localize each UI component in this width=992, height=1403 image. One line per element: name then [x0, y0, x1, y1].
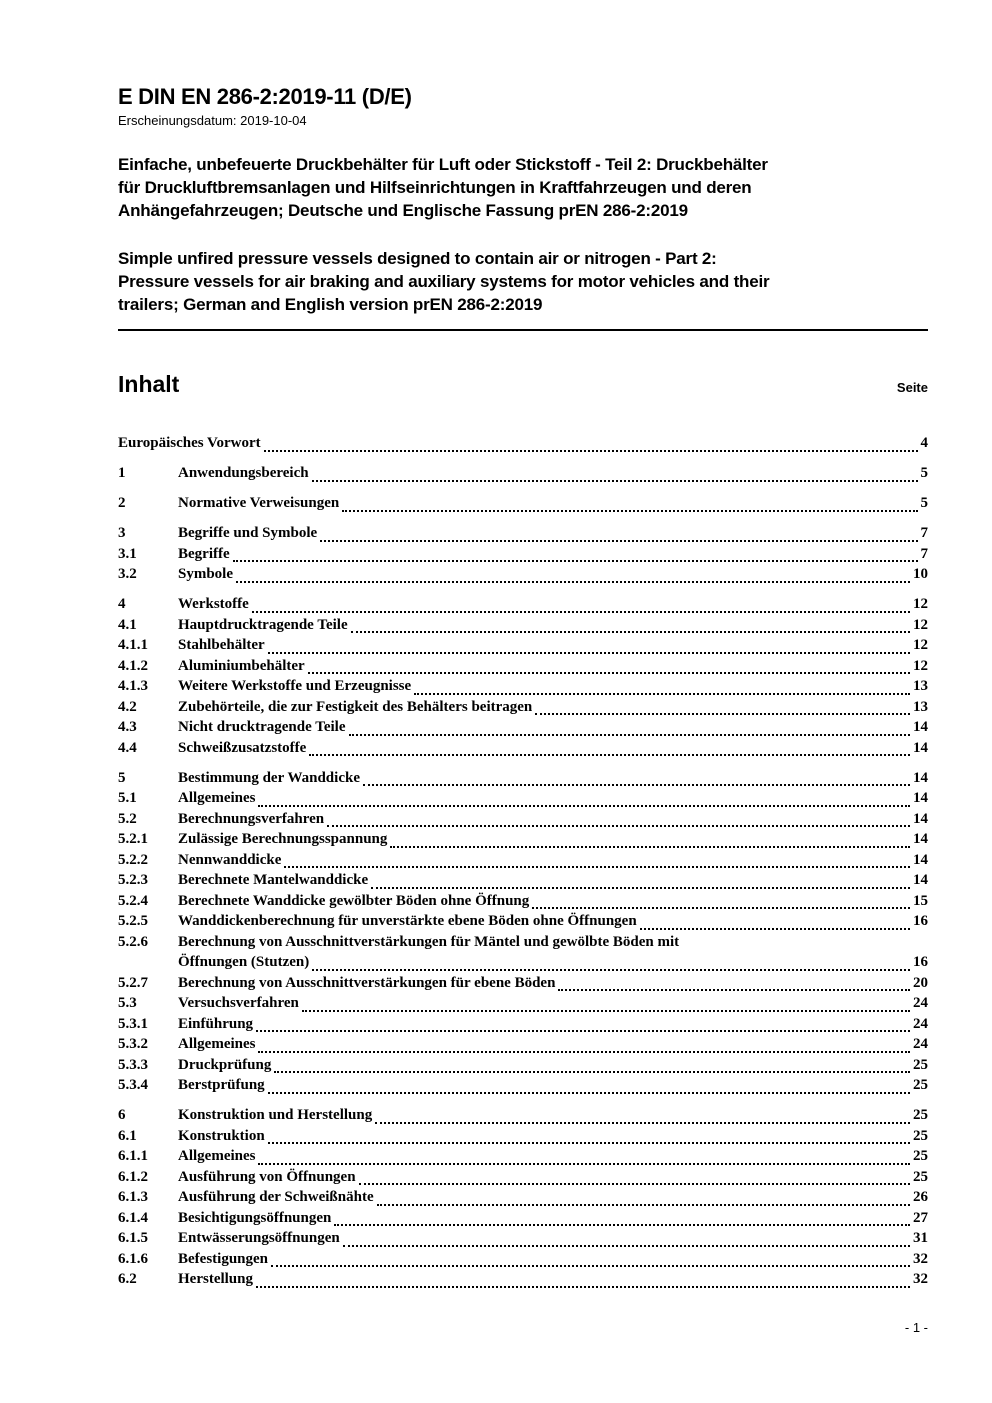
- toc-row: [118, 1077, 928, 1098]
- toc-dot-leader: [233, 560, 918, 562]
- toc-dot-leader: [256, 1286, 910, 1288]
- toc-entry-number: 5.2.1: [118, 831, 148, 847]
- toc-row: [118, 617, 928, 638]
- toc-entry-number: 5.2.3: [118, 872, 148, 888]
- toc-entry-page: 25: [913, 1077, 928, 1093]
- toc-entry-page: 32: [913, 1271, 928, 1287]
- toc-row: [118, 872, 928, 893]
- toc-row: [118, 934, 928, 955]
- toc-entry-title: Anwendungsbereich: [178, 465, 309, 481]
- toc-entry-page: 14: [913, 769, 928, 786]
- toc-entry-page: 14: [913, 739, 928, 756]
- toc-entry-page: 16: [913, 913, 928, 929]
- toc-entry-page: 12: [913, 616, 928, 633]
- toc-entry-number: 3.2: [118, 566, 137, 582]
- toc-entry-title: Entwässerungsöffnungen: [178, 1230, 340, 1246]
- divider-rule: [118, 329, 928, 331]
- toc-entry-title: Schweißzusatzstoffe: [178, 739, 307, 756]
- toc-entry-number: 5.1: [118, 790, 137, 806]
- toc-entry-number: 6.1.1: [118, 1148, 148, 1164]
- toc-entry-page: 25: [913, 1148, 928, 1164]
- toc-entry-number: 5.3.3: [118, 1056, 148, 1073]
- toc-entry-page: 4: [920, 435, 928, 451]
- toc-entry-title: Aluminiumbehälter: [178, 657, 305, 674]
- toc-row: [118, 893, 928, 914]
- toc-entry-number: 5.3.2: [118, 1036, 148, 1052]
- toc-dot-leader: [351, 631, 910, 633]
- toc-row: [118, 1107, 928, 1128]
- toc-dot-leader: [312, 969, 910, 971]
- toc-entry-page: 12: [913, 637, 928, 653]
- toc-entry-page: 24: [913, 1036, 928, 1052]
- toc-entry-number: 5: [118, 769, 126, 786]
- toc-entry-page: 24: [913, 995, 928, 1011]
- title-german-line: Einfache, unbefeuerte Druckbehälter für Luft oder Stickstoff - Teil 2: Druckbehälter: [118, 155, 768, 174]
- toc-row: [118, 1128, 928, 1149]
- toc-entry-title: Allgemeines: [178, 1148, 256, 1164]
- document-number-title: E DIN EN 286-2:2019-11 (D/E): [118, 84, 412, 109]
- toc-entry-page: 25: [913, 1107, 928, 1123]
- toc-dot-leader: [258, 805, 910, 807]
- toc-entry-number: 4: [118, 596, 126, 612]
- toc-entry-number: 5.3.4: [118, 1077, 148, 1093]
- toc-entry-title: Stahlbehälter: [178, 637, 265, 653]
- toc-row: [118, 1036, 928, 1057]
- toc-row: [118, 831, 928, 852]
- toc-entry-page: 12: [913, 596, 928, 612]
- toc-entry-title: Berechnung von Ausschnittverstärkungen für ebene Böden: [178, 974, 556, 991]
- toc-entry-number: 5.2.5: [118, 913, 148, 929]
- toc-entry-title: Werkstoffe: [178, 596, 249, 612]
- toc-dot-leader: [390, 846, 910, 848]
- toc-entry-number: 6.1: [118, 1127, 137, 1144]
- toc-dot-leader: [274, 1071, 910, 1073]
- toc-entry-number: 4.1.3: [118, 678, 148, 694]
- toc-entry-number: 6: [118, 1107, 126, 1123]
- toc-entry-number: 3.1: [118, 545, 137, 562]
- toc-dot-leader: [349, 734, 911, 736]
- toc-dot-leader: [268, 1092, 910, 1094]
- toc-entry-title: Konstruktion und Herstellung: [178, 1107, 373, 1123]
- toc-entry-page: 16: [913, 954, 928, 970]
- toc-page-column-label: Seite: [896, 380, 928, 395]
- toc-dot-leader: [334, 1224, 910, 1226]
- toc-entry-title: Berechnungsverfahren: [178, 810, 325, 827]
- toc-entry-page: 15: [913, 892, 928, 909]
- toc-entry-title: Einführung: [178, 1015, 254, 1032]
- toc-entry-title: Begriffe und Symbole: [178, 525, 318, 541]
- toc-row: [118, 719, 928, 740]
- toc-entry-page: 20: [913, 974, 928, 991]
- toc-entry-number: 5.2.2: [118, 851, 148, 868]
- toc-entry-page: 14: [913, 831, 928, 847]
- toc-entry-title: Hauptdrucktragende Teile: [178, 616, 348, 633]
- toc-row: [118, 1016, 928, 1037]
- toc-row: [118, 811, 928, 832]
- title-german-line: Anhängefahrzeugen; Deutsche und Englische Fassung prEN 286-2:2019: [118, 201, 688, 220]
- toc-row: [118, 1230, 928, 1251]
- toc-row: [118, 566, 928, 587]
- toc-entry-title: Berechnung von Ausschnittverstärkungen für Mäntel und gewölbte Böden mit: [178, 933, 680, 950]
- toc-dot-leader: [320, 540, 917, 542]
- toc-dot-leader: [256, 1030, 910, 1032]
- toc-row: [118, 525, 928, 546]
- toc-row: [118, 1251, 928, 1272]
- toc-entry-page: 7: [920, 525, 928, 541]
- title-english: [118, 247, 928, 316]
- toc-entry-number: 1: [118, 465, 126, 481]
- toc-entry-page: 13: [913, 678, 928, 694]
- toc-entry-page: 7: [920, 545, 928, 562]
- toc-entry-page: 24: [913, 1015, 928, 1032]
- toc-entry-title: Berechnete Mantelwanddicke: [178, 872, 369, 888]
- toc-dot-leader: [268, 652, 910, 654]
- toc-entry-number: 4.3: [118, 719, 137, 735]
- toc-entry-title: Europäisches Vorwort: [118, 435, 261, 451]
- toc-entry-title: Ausführung der Schweißnähte: [178, 1189, 374, 1205]
- toc-dot-leader: [327, 825, 910, 827]
- toc-dot-leader: [359, 1183, 910, 1185]
- toc-row: [118, 995, 928, 1016]
- toc-entry-number: 6.1.6: [118, 1250, 148, 1267]
- toc-row: [118, 913, 928, 934]
- toc-row: [118, 740, 928, 761]
- toc-entry-page: 14: [913, 790, 928, 806]
- toc-row: [118, 637, 928, 658]
- toc-entry-number: 4.4: [118, 739, 137, 756]
- toc-list: [118, 435, 928, 1292]
- toc-dot-leader: [377, 1204, 910, 1206]
- toc-entry-title: Weitere Werkstoffe und Erzeugnisse: [178, 678, 412, 694]
- toc-entry-page: 25: [913, 1056, 928, 1073]
- title-english-line: Pressure vessels for air braking and auxiliary systems for motor vehicles and their: [118, 272, 770, 291]
- toc-row: [118, 1148, 928, 1169]
- toc-row: [118, 1169, 928, 1190]
- toc-entry-title: Druckprüfung: [178, 1056, 272, 1073]
- toc-row: [118, 658, 928, 679]
- toc-dot-leader: [342, 510, 917, 512]
- toc-entry-title: Normative Verweisungen: [178, 495, 340, 511]
- toc-entry-number: 5.3: [118, 995, 137, 1011]
- toc-dot-leader: [302, 1010, 910, 1012]
- toc-dot-leader: [284, 866, 910, 868]
- toc-dot-leader: [258, 1163, 910, 1165]
- toc-dot-leader: [535, 713, 910, 715]
- toc-row: [118, 1210, 928, 1231]
- toc-dot-leader: [236, 581, 910, 583]
- toc-dot-leader: [414, 693, 910, 695]
- toc-entry-title: Berstprüfung: [178, 1077, 265, 1093]
- toc-entry-page: 12: [913, 657, 928, 674]
- toc-entry-page: 14: [913, 810, 928, 827]
- toc-entry-title: Symbole: [178, 566, 234, 582]
- toc-entry-page: 26: [913, 1189, 928, 1205]
- toc-row: [118, 975, 928, 996]
- toc-entry-title: Zulässige Berechnungsspannung: [178, 831, 388, 847]
- toc-entry-title: Versuchsverfahren: [178, 995, 299, 1011]
- toc-entry-page: 31: [913, 1230, 928, 1246]
- toc-entry-number: 6.1.2: [118, 1168, 148, 1185]
- toc-entry-number: 4.1.1: [118, 637, 148, 653]
- toc-row: [118, 1271, 928, 1292]
- toc-entry-title: Allgemeines: [178, 790, 256, 806]
- toc-entry-title: Zubehörteile, die zur Festigkeit des Behälters beitragen: [178, 698, 533, 715]
- toc-entry-title: Bestimmung der Wanddicke: [178, 769, 360, 786]
- toc-dot-leader: [532, 907, 910, 909]
- toc-dot-leader: [308, 672, 910, 674]
- toc-dot-leader: [258, 1051, 910, 1053]
- toc-entry-number: 5.3.1: [118, 1015, 148, 1032]
- toc-entry-title: Begriffe: [178, 545, 230, 562]
- toc-entry-page: 5: [920, 495, 928, 511]
- title-german-line: für Druckluftbremsanlagen und Hilfseinrichtungen in Kraftfahrzeugen und deren: [118, 178, 752, 197]
- toc-dot-leader: [343, 1245, 910, 1247]
- toc-entry-page: 32: [913, 1250, 928, 1267]
- toc-row: [118, 852, 928, 873]
- toc-entry-number: 2: [118, 495, 126, 511]
- toc-entry-title: Herstellung: [178, 1271, 253, 1287]
- toc-entry-number: 5.2.7: [118, 974, 148, 991]
- toc-row: [118, 699, 928, 720]
- document-page: [118, 0, 928, 1292]
- toc-dot-leader: [252, 611, 910, 613]
- toc-entry-page: 13: [913, 698, 928, 715]
- toc-row: [118, 954, 928, 975]
- toc-row: [118, 770, 928, 791]
- toc-row: [118, 678, 928, 699]
- title-english-line: Simple unfired pressure vessels designed to contain air or nitrogen - Part 2:: [118, 249, 717, 268]
- toc-row: [118, 1189, 928, 1210]
- toc-entry-title: Allgemeines: [178, 1036, 256, 1052]
- toc-dot-leader: [264, 450, 918, 452]
- toc-entry-number: 5.2.6: [118, 933, 148, 950]
- toc-row: [118, 790, 928, 811]
- toc-entry-page: 14: [913, 851, 928, 868]
- toc-entry-title: Berechnete Wanddicke gewölbter Böden ohne Öffnung: [178, 892, 530, 909]
- toc-entry-number: 6.1.5: [118, 1230, 148, 1246]
- toc-row: [118, 1057, 928, 1078]
- toc-row: [118, 435, 928, 456]
- toc-dot-leader: [268, 1142, 910, 1144]
- toc-dot-leader: [558, 989, 910, 991]
- toc-entry-number: 5.2: [118, 810, 137, 827]
- title-english-line: trailers; German and English version prEN 286-2:2019: [118, 295, 543, 314]
- toc-entry-page: 25: [913, 1168, 928, 1185]
- toc-entry-title: Öffnungen (Stutzen): [178, 954, 310, 970]
- title-german: [118, 153, 928, 222]
- toc-dot-leader: [312, 480, 918, 482]
- toc-header-row: [118, 371, 928, 398]
- toc-entry-page: 14: [913, 872, 928, 888]
- toc-entry-title: Ausführung von Öffnungen: [178, 1168, 356, 1185]
- toc-entry-title: Nicht drucktragende Teile: [178, 719, 346, 735]
- toc-entry-title: Nennwanddicke: [178, 851, 282, 868]
- toc-row: [118, 546, 928, 567]
- publication-date: Erscheinungsdatum: 2019-10-04: [118, 113, 307, 128]
- toc-entry-title: Besichtigungsöffnungen: [178, 1209, 332, 1226]
- toc-entry-number: 6.1.4: [118, 1209, 148, 1226]
- toc-entry-number: 4.1.2: [118, 657, 148, 674]
- toc-entry-number: 4.1: [118, 616, 137, 633]
- toc-dot-leader: [640, 928, 910, 930]
- toc-entry-page: 27: [913, 1209, 928, 1226]
- toc-entry-page: 25: [913, 1127, 928, 1144]
- toc-entry-number: 6.2: [118, 1271, 137, 1287]
- toc-entry-title: Konstruktion: [178, 1127, 265, 1144]
- toc-dot-leader: [309, 754, 910, 756]
- toc-entry-page: 10: [913, 566, 928, 582]
- toc-entry-title: Befestigungen: [178, 1250, 268, 1267]
- toc-entry-page: 14: [913, 719, 928, 735]
- toc-heading: Inhalt: [118, 371, 180, 397]
- toc-row: [118, 495, 928, 516]
- page-number-footer: - 1 -: [904, 1320, 928, 1335]
- toc-dot-leader: [371, 887, 910, 889]
- toc-entry-page: 5: [920, 465, 928, 481]
- toc-dot-leader: [363, 784, 910, 786]
- toc-entry-number: 6.1.3: [118, 1189, 148, 1205]
- toc-entry-title: Wanddickenberechnung für unverstärkte ebene Böden ohne Öffnungen: [178, 913, 637, 929]
- toc-dot-leader: [271, 1265, 910, 1267]
- toc-entry-number: 5.2.4: [118, 892, 148, 909]
- toc-entry-number: 3: [118, 525, 126, 541]
- toc-row: [118, 596, 928, 617]
- toc-row: [118, 465, 928, 486]
- toc-dot-leader: [375, 1122, 910, 1124]
- toc-entry-number: 4.2: [118, 698, 137, 715]
